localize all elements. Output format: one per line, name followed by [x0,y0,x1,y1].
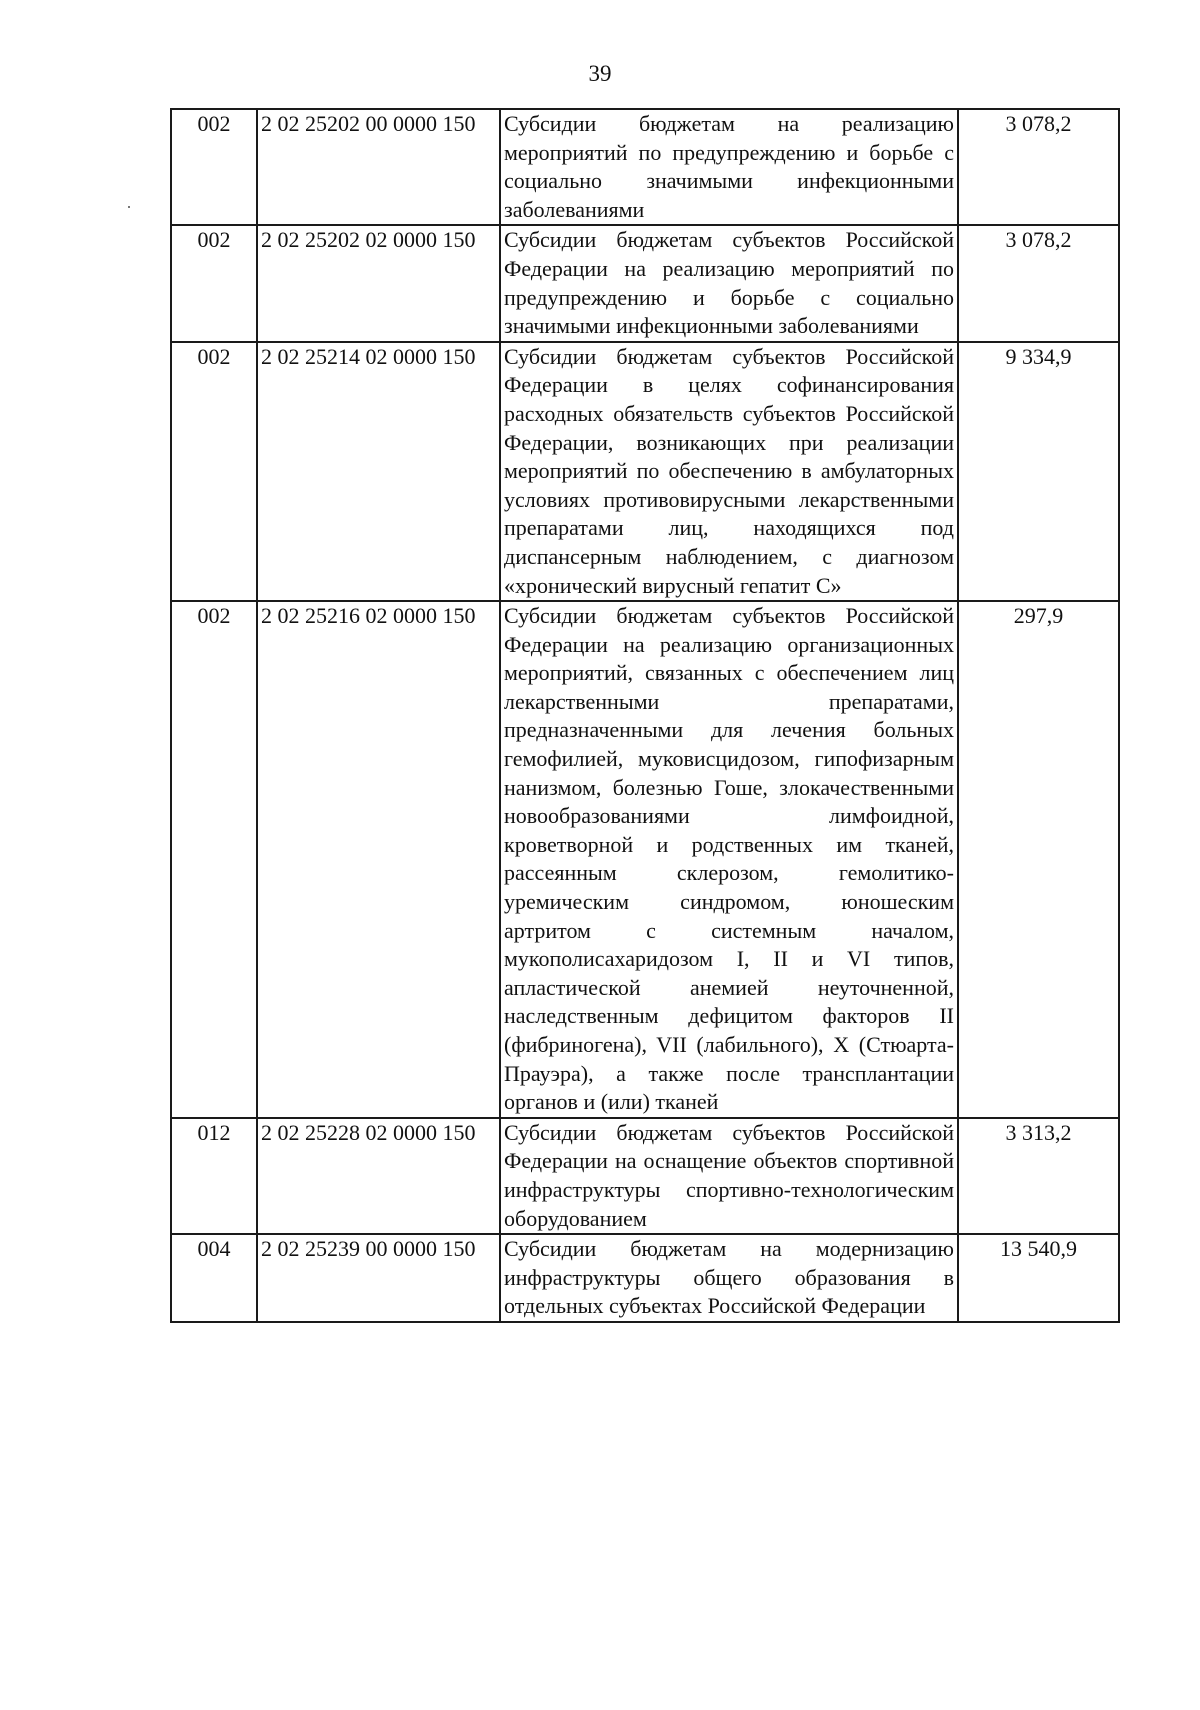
amount-cell: 297,9 [958,601,1119,1118]
admin-code-cell: 002 [171,342,257,601]
table-row [171,109,1119,225]
budget-code-cell: 2 02 25214 02 0000 150 [257,342,500,601]
budget-code-cell: 2 02 25228 02 0000 150 [257,1118,500,1234]
income-name-cell: Субсидии бюджетам субъектов Российской Федерации на реализацию мероприятий по предупреждению и борьбе с социально значимыми инфекционными заболеваниями [500,225,958,341]
amount-cell: 3 313,2 [958,1118,1119,1234]
amount-cell: 13 540,9 [958,1234,1119,1322]
table-row [171,342,1119,601]
income-name-cell: Субсидии бюджетам на реализацию мероприятий по предупреждению и борьбе с социально значимыми инфекционными заболеваниями [500,109,958,225]
scan-speck [128,206,130,208]
table-row [171,1118,1119,1234]
table-row [171,1234,1119,1322]
table-row [171,225,1119,341]
budget-code-cell: 2 02 25202 00 0000 150 [257,109,500,225]
budget-code-cell: 2 02 25216 02 0000 150 [257,601,500,1118]
budget-code-cell: 2 02 25239 00 0000 150 [257,1234,500,1322]
admin-code-cell: 002 [171,601,257,1118]
page-number: 39 [588,61,612,86]
table-row [171,601,1119,1118]
income-name-cell: Субсидии бюджетам субъектов Российской Федерации на оснащение объектов спортивной инфраструктуры спортивно-технологическим оборудованием [500,1118,958,1234]
income-name-cell: Субсидии бюджетам на модернизацию инфраструктуры общего образования в отдельных субъектах Российской Федерации [500,1234,958,1322]
amount-cell: 3 078,2 [958,109,1119,225]
admin-code-cell: 002 [171,225,257,341]
admin-code-cell: 012 [171,1118,257,1234]
budget-code-cell: 2 02 25202 02 0000 150 [257,225,500,341]
admin-code-cell: 004 [171,1234,257,1322]
amount-cell: 3 078,2 [958,225,1119,341]
income-name-cell: Субсидии бюджетам субъектов Российской Федерации на реализацию организационных мероприятий, связанных с обеспечением лиц лекарственными препаратами, предназначенными для лечения больных гемофилией, муковисцидозом, гипофизарным нанизмом, болезнью Гоше, злокачественными новообразованиями лимфоидной, кроветворной и родственных им тканей, рассеянным склерозом, гемолитико-уремическим синдромом, юношеским артритом с системным началом, мукополисахаридозом I, II и VI типов, апластической анемией неуточненной, наследственным дефицитом факторов II (фибриногена), VII (лабильного), X (Стюарта-Прауэра), а также после трансплантации органов и (или) тканей [500,601,958,1118]
budget-table [170,108,1120,1323]
admin-code-cell: 002 [171,109,257,225]
amount-cell: 9 334,9 [958,342,1119,601]
income-name-cell: Субсидии бюджетам субъектов Российской Федерации в целях софинансирования расходных обязательств субъектов Российской Федерации, возникающих при реализации мероприятий по обеспечению в амбулаторных условиях противовирусными лекарственными препаратами лиц, находящихся под диспансерным наблюдением, с диагнозом «хронический вирусный гепатит С» [500,342,958,601]
